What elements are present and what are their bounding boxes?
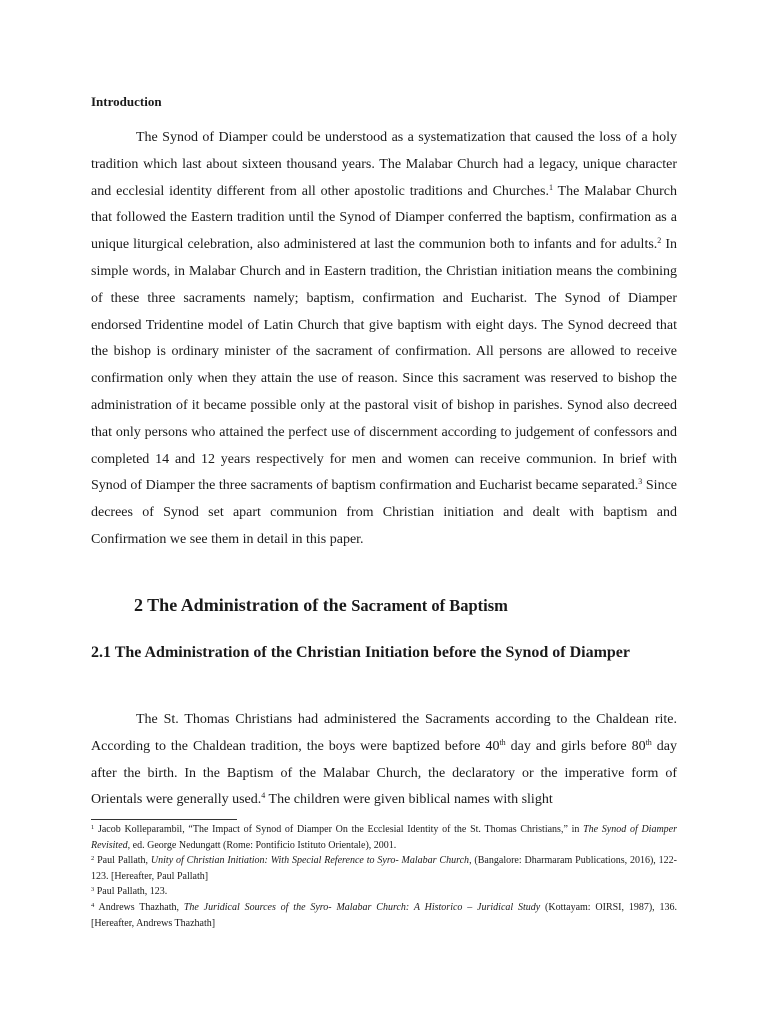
footnote-title: Unity of Christian Initiation: With Special Reference to Syro- Malabar Church: [150, 855, 470, 867]
footnote-title: The Synod of Diamper Revisited,: [91, 824, 677, 851]
footnote-text: Paul Pallath,: [94, 855, 151, 867]
footnote-1: [91, 822, 677, 853]
section-title-main: 2 The Administration of the: [134, 595, 352, 615]
section-heading-2: [134, 595, 508, 616]
footnote-text: Andrews Thazhath,: [94, 901, 184, 913]
footnote-4: [91, 900, 677, 931]
paragraph-text: The children were given biblical names with slight: [265, 792, 553, 808]
section-2-1-paragraph: [91, 707, 677, 814]
footnote-text: ed. George Nedungatt (Rome: Pontificio Istituto Orientale), 2001.: [130, 839, 397, 851]
paragraph-text: In simple words, in Malabar Church and in Eastern tradition, the Christian initiation means the combining of these three sacraments namely; baptism, confirmation and Eucharist. The Synod of Diamper endorsed Tridentine model of Latin Church that give baptism with eight days. The Synod decreed that the bishop is ordinary minister of the sacrament of confirmation. All persons are allowed to receive confirmation only when they attain the use of reason. Since this sacrament was reserved to bishop the administration of it became possible only at the pastoral visit of bishop in parishes. Synod also decreed that only persons who attained the perfect use of discernment according to judgement of confessors and completed 14 and 12 years respectively for men and women can receive communion. In brief with Synod of Diamper the three sacraments of baptism confirmation and Eucharist became separated.: [91, 237, 677, 494]
ordinal-suffix: th: [499, 737, 506, 747]
paragraph-text: day and girls before 80: [505, 738, 646, 754]
paragraph-text: Since decrees of Synod set apart communion from Christian initiation and dealt with baptism and Confirmation we see them in detail in this paper.: [91, 478, 677, 547]
section-heading-introduction: Introduction: [91, 94, 162, 109]
footnote-separator: [91, 819, 237, 820]
footnote-ref: 4: [261, 791, 266, 801]
footnote-title: The Juridical Sources of the Syro- Malabar Church: A Historico – Juridical Study: [183, 901, 541, 913]
paragraph-text: The Synod of Diamper could be understood as a systematization that caused the loss of a holy tradition which last about sixteen thousand years. The Malabar Church had a legacy, unique character and ecclesial identity different from all other apostolic traditions and Churches.: [91, 130, 677, 199]
footnote-3: [91, 884, 677, 900]
ordinal-suffix: th: [645, 737, 652, 747]
footnote-ref: 1: [548, 182, 553, 192]
footnote-text: Paul Pallath, 123.: [94, 886, 168, 898]
footnote-number: 1: [91, 824, 95, 831]
footnote-number: 3: [91, 886, 95, 894]
footnote-number: 4: [91, 901, 95, 909]
paragraph-text: The Malabar Church that followed the Eastern tradition until the Synod of Diamper conferred the baptism, confirmation as a unique liturgical celebration, also administered at last the communion both to infants and for adults.: [91, 183, 677, 253]
section-title-tail: Sacrament of Baptism: [351, 596, 508, 615]
footnote-text: (Kottayam: OIRSI, 1987), 136. [Hereafter, Andrews Thazhath]: [91, 901, 677, 929]
footnote-ref: 3: [638, 477, 643, 487]
introduction-paragraph: [91, 125, 677, 554]
paragraph-text: The St. Thomas Christians had administered the Sacraments according to the Chaldean rite. According to the Chaldean tradition, the boys were baptized before 40: [91, 712, 677, 754]
footnote-number: 2: [91, 855, 95, 863]
footnote-text: , (Bangalore: Dharmaram Publications, 2016), 122-123. [Hereafter, Paul Pallath]: [91, 855, 677, 882]
footnote-text: Jacob Kolleparambil, “The Impact of Synod of Diamper On the Ecclesial Identity of the St. Thomas Christians,” in: [94, 824, 584, 835]
subsection-heading-2-1: 2.1 The Administration of the Christian Initiation before the Synod of Diamper: [91, 644, 630, 661]
footnote-ref: 2: [657, 236, 662, 246]
footnotes: [91, 822, 677, 931]
paragraph-text: day after the birth. In the Baptism of the Malabar Church, the declaratory or the imperative form of Orientals were generally used.: [91, 738, 677, 808]
footnote-2: [91, 853, 677, 884]
